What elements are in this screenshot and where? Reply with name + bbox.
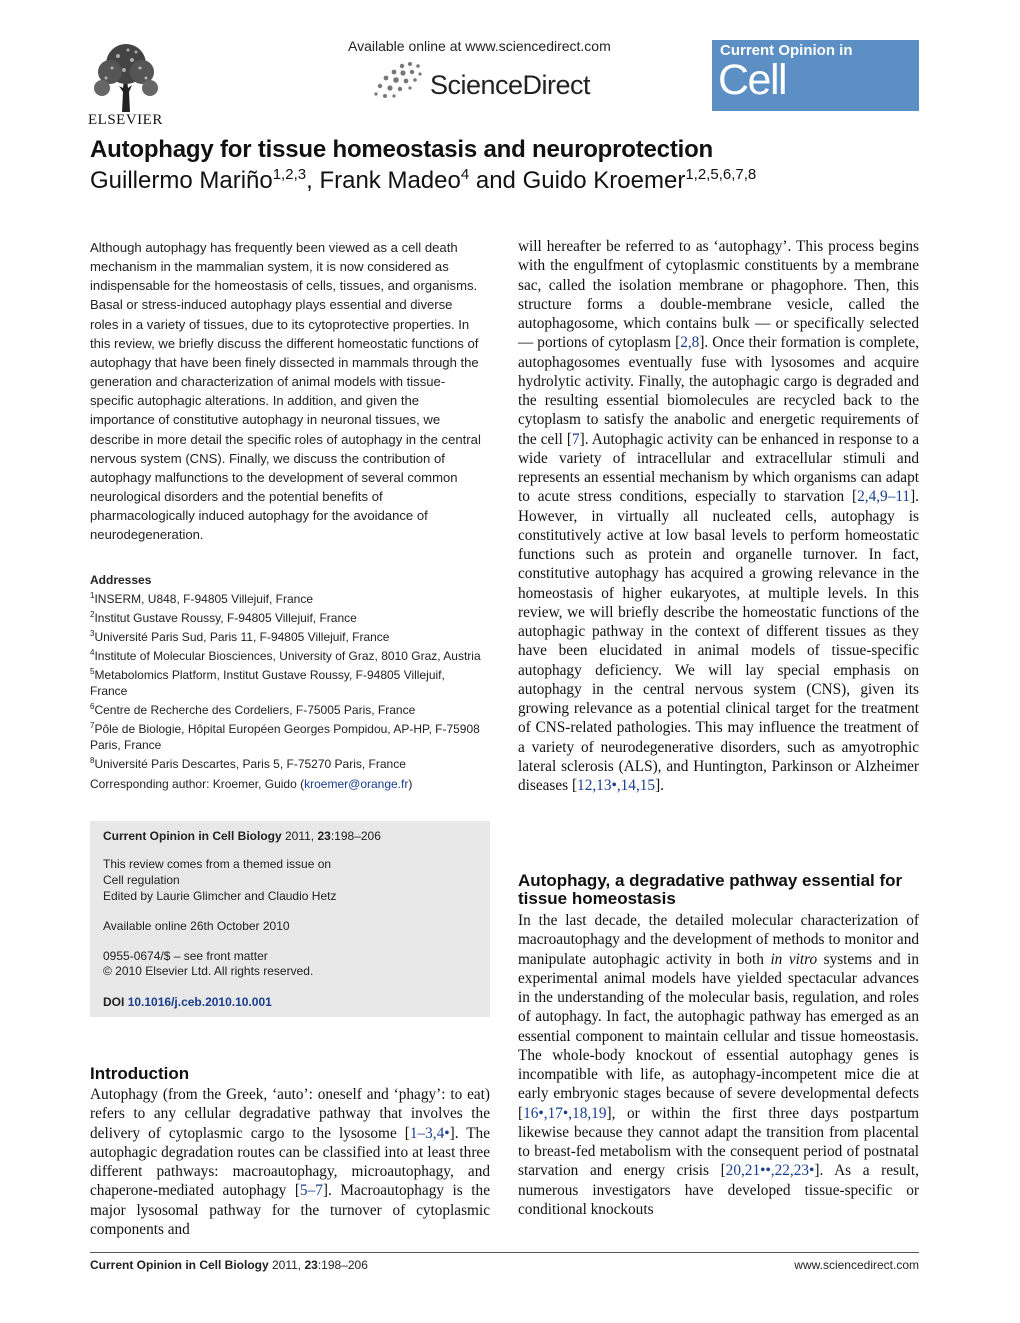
author-separator: and <box>469 167 523 194</box>
elsevier-wordmark: ELSEVIER <box>88 112 163 128</box>
footer-divider <box>90 1252 919 1253</box>
address-text: INSERM, U848, F-94805 Villejuif, France <box>94 592 313 606</box>
footer-citation <box>90 1258 368 1272</box>
citation-link[interactable]: 20,21••,22,23• <box>725 1162 815 1180</box>
available-online-text: Available online at www.sciencedirect.com <box>348 38 611 54</box>
citation-link[interactable]: 1–3,4• <box>409 1124 450 1142</box>
journal-banner-line1: Current Opinion in <box>720 42 853 59</box>
info-pages: :198–206 <box>330 829 381 843</box>
introduction-paragraph <box>90 1085 490 1239</box>
article-title: Autophagy for tissue homeostasis and neuroprotection <box>90 136 713 163</box>
address-text: Institut Gustave Roussy, F-94805 Villejuif, France <box>94 611 357 625</box>
article-info-box <box>90 821 490 1017</box>
body-text: ], or within the first three days postpartum likewise because they cannot adapt the transition from placental to breast-fed metabolism with the consequent period of postnatal starvation and energy crisis [ <box>518 1104 919 1180</box>
address-text: Metabolomics Platform, Institut Gustave Roussy, F-94805 Villejuif, France <box>90 668 445 698</box>
author-name: Guido Kroemer <box>522 167 686 194</box>
info-theme-line2: Cell regulation <box>103 873 180 887</box>
address-text: Institute of Molecular Biosciences, University of Graz, 8010 Graz, Austria <box>94 649 481 663</box>
footer-url-link[interactable]: www.sciencedirect.com <box>794 1258 919 1272</box>
info-editors: Edited by Laurie Glimcher and Claudio Hetz <box>103 889 337 903</box>
info-year: 2011, <box>281 829 318 843</box>
body-text: ]. However, in virtually all nucleated cells, autophagy is constitutively active at low basal levels to perform homeostatic functions such as protein and organelle turnover. In fact, constitutive autophagy has acquired a growing relevance in the homeostasis of higher eukaryotes, at multiple levels. In this review, we will briefly describe the homeostatic functions of the autophagic pathway in the context of different tissues as they have been elucidated in animal models of tissue-specific autophagy deficiency. We will lay special emphasis on autophagy in the central nervous system (CNS), given its growing relevance as a potential clinical target for the treatment of CNS-related pathologies. This may influence the treatment of a variety of neurodegenerative disorders, such as amyotrophic lateral sclerosis (ALS), and Huntington, Parkinson or Alzheimer diseases [ <box>518 488 919 794</box>
author-name: Frank Madeo <box>319 167 461 194</box>
author-separator: , <box>306 167 320 194</box>
address-number: 3 <box>90 629 95 638</box>
address-item <box>90 753 485 772</box>
body-text: systems and in experimental animal models have yielded spectacular advances in the understanding of the molecular basis, regulation, and roles of autophagy. In fact, the autophagic pathway has emerged as an essential component to maintain cellular and tissue homeostasis. The whole-body knockout of essential autophagy genes is incompatible with life, as autophagy-incompetent mice die at early embryonic stages because of severe developmental defects [ <box>518 950 920 1122</box>
address-item <box>90 588 485 607</box>
info-issn: 0955-0674/$ – see front matter <box>103 949 268 963</box>
address-number: 6 <box>90 702 95 711</box>
italic-term: in vitro <box>770 950 818 968</box>
corresponding-email-link[interactable]: kroemer@orange.fr <box>304 777 409 791</box>
abstract: Although autophagy has frequently been viewed as a cell death mechanism in the mammalian system, it is now considered as indispensable for the homeostasis of cells, tissues, and organisms. Basal or stress-induced autophagy plays essential and diverse roles in a variety of tissues, due to its cytoprotective properties. In this review, we briefly discuss the different homeostatic functions of autophagy that have been finely dissected in mammals through the generation and characterization of animal models with tissue-specific autophagic alterations. In addition, and given the importance of constitutive autophagy in neuronal tissues, we describe in more detail the specific roles of autophagy in the central nervous system (CNS). Finally, we discuss the contribution of autophagy malfunctions to the development of several common neurological disorders and the potential benefits of pharmacologically induced autophagy for the avoidance of neurodegeneration. <box>90 240 481 543</box>
sciencedirect-logo[interactable] <box>372 60 612 104</box>
address-number: 8 <box>90 756 95 765</box>
corresponding-label: Corresponding author: Kroemer, Guido ( <box>90 777 305 791</box>
author-name: Guillermo Mariño <box>90 167 273 194</box>
body-text: ]. As a result, numerous investigators have developed tissue-specific or conditional knockouts <box>518 1162 919 1218</box>
address-item <box>90 645 485 664</box>
citation-link[interactable]: 16•,17•,18,19 <box>523 1104 607 1122</box>
address-item <box>90 607 485 626</box>
address-text: Université Paris Sud, Paris 11, F-94805 Villejuif, France <box>94 630 390 644</box>
info-copyright: © 2010 Elsevier Ltd. All rights reserved. <box>103 964 314 978</box>
author-affiliation-marker: 4 <box>460 166 470 183</box>
doi-link[interactable]: 10.1016/j.ceb.2010.10.001 <box>127 995 272 1009</box>
author-affiliation-marker: 1,2,3 <box>272 166 307 183</box>
author-list <box>90 166 756 195</box>
journal-banner[interactable] <box>712 40 919 153</box>
introduction-heading: Introduction <box>90 1064 190 1083</box>
body-text: ]. Once their formation is complete, autophagosomes eventually fuse with lysosomes and acquire hydrolytic activity. Finally, the autophagic cargo is degraded and the resulting essential biomolecules are recycled back to the cytoplasm to satisfy the anabolic and energetic requirements of the cell [ <box>518 334 919 448</box>
body-text: ]. <box>655 777 664 794</box>
info-volume: 23 <box>317 829 331 843</box>
address-number: 2 <box>90 610 95 619</box>
addresses-heading: Addresses <box>90 573 152 587</box>
citation-link[interactable]: 5–7 <box>299 1182 323 1200</box>
sciencedirect-wordmark: ScienceDirect <box>430 70 591 100</box>
corresponding-author <box>90 777 412 791</box>
address-number: 1 <box>90 591 95 600</box>
address-number: 4 <box>90 648 95 657</box>
address-item <box>90 718 485 753</box>
footer-year: 2011, <box>268 1258 305 1272</box>
addresses-section <box>90 572 485 772</box>
body-text: ]. Macroautophagy is the major lysosomal pathway for the turnover of cytoplasmic components and <box>90 1182 490 1238</box>
address-number: 7 <box>90 721 95 730</box>
body-text: In the last decade, the detailed molecular characterization of macroautophagy and the development of methods to monitor and manipulate autophagic activity in both <box>518 912 919 968</box>
citation-link[interactable]: 2,8 <box>680 334 700 352</box>
info-doi <box>103 995 272 1009</box>
journal-banner-line2: Cell Biology <box>718 56 849 153</box>
elsevier-tree-icon <box>92 42 160 112</box>
address-item <box>90 699 485 718</box>
introduction-continued-paragraph <box>518 237 919 795</box>
footer-pages: :198–206 <box>317 1258 368 1272</box>
elsevier-logo <box>88 40 172 130</box>
address-list <box>90 588 485 772</box>
body-text: will hereafter be referred to as ‘autophagy’. This process begins with the engulfment of cytoplasmic constituents by a membrane sac, called the isolation membrane or phagophore. Then, this structure forms a double-membrane vesicle, called the autophagosome, which contains bulk — or specifically selected — portions of cytoplasm [ <box>518 238 919 352</box>
address-text: Pôle de Biologie, Hôpital Européen Georges Pompidou, AP-HP, F-75908 Paris, France <box>90 722 480 752</box>
corresponding-close: ) <box>408 777 413 791</box>
doi-label: DOI <box>103 995 125 1009</box>
citation-link[interactable]: 12,13•,14,15 <box>577 777 656 794</box>
citation-link[interactable]: 7 <box>571 430 580 448</box>
address-number: 5 <box>90 667 95 676</box>
info-available-date: Available online 26th October 2010 <box>103 919 290 933</box>
body-text: Autophagy (from the Greek, ‘auto’: oneself and ‘phagy’: to eat) refers to any cellular degradative pathway that involves the delivery of cytoplasmic cargo to the lysosome [ <box>90 1086 490 1142</box>
citation-link[interactable]: 2,4,9–11 <box>857 488 911 506</box>
address-item <box>90 664 485 699</box>
author-affiliation-marker: 1,2,5,6,7,8 <box>685 166 757 183</box>
footer-journal: Current Opinion in Cell Biology <box>90 1258 269 1272</box>
info-citation <box>103 829 381 843</box>
info-theme-line1: This review comes from a themed issue on <box>103 857 332 871</box>
address-text: Université Paris Descartes, Paris 5, F-75270 Paris, France <box>94 757 406 771</box>
address-item <box>90 626 485 645</box>
info-journal: Current Opinion in Cell Biology <box>103 829 282 843</box>
sciencedirect-dots-icon <box>372 60 428 100</box>
address-text: Centre de Recherche des Cordeliers, F-75005 Paris, France <box>94 703 416 717</box>
section-heading-degradative-pathway: Autophagy, a degradative pathway essential for tissue homeostasis <box>518 871 903 908</box>
section-paragraph <box>518 911 919 1219</box>
footer-volume: 23 <box>304 1258 318 1272</box>
body-text: ]. Autophagic activity can be enhanced in response to a wide variety of intracellular and extracellular stimuli and represents an essential mechanism by which organisms can adapt to acute stress conditions, especially to starvation [ <box>518 430 920 506</box>
body-text: ]. The autophagic degradation routes can be classified into at least three different pathways: macroautophagy, microautophagy, and chaperone-mediated autophagy [ <box>90 1124 490 1200</box>
